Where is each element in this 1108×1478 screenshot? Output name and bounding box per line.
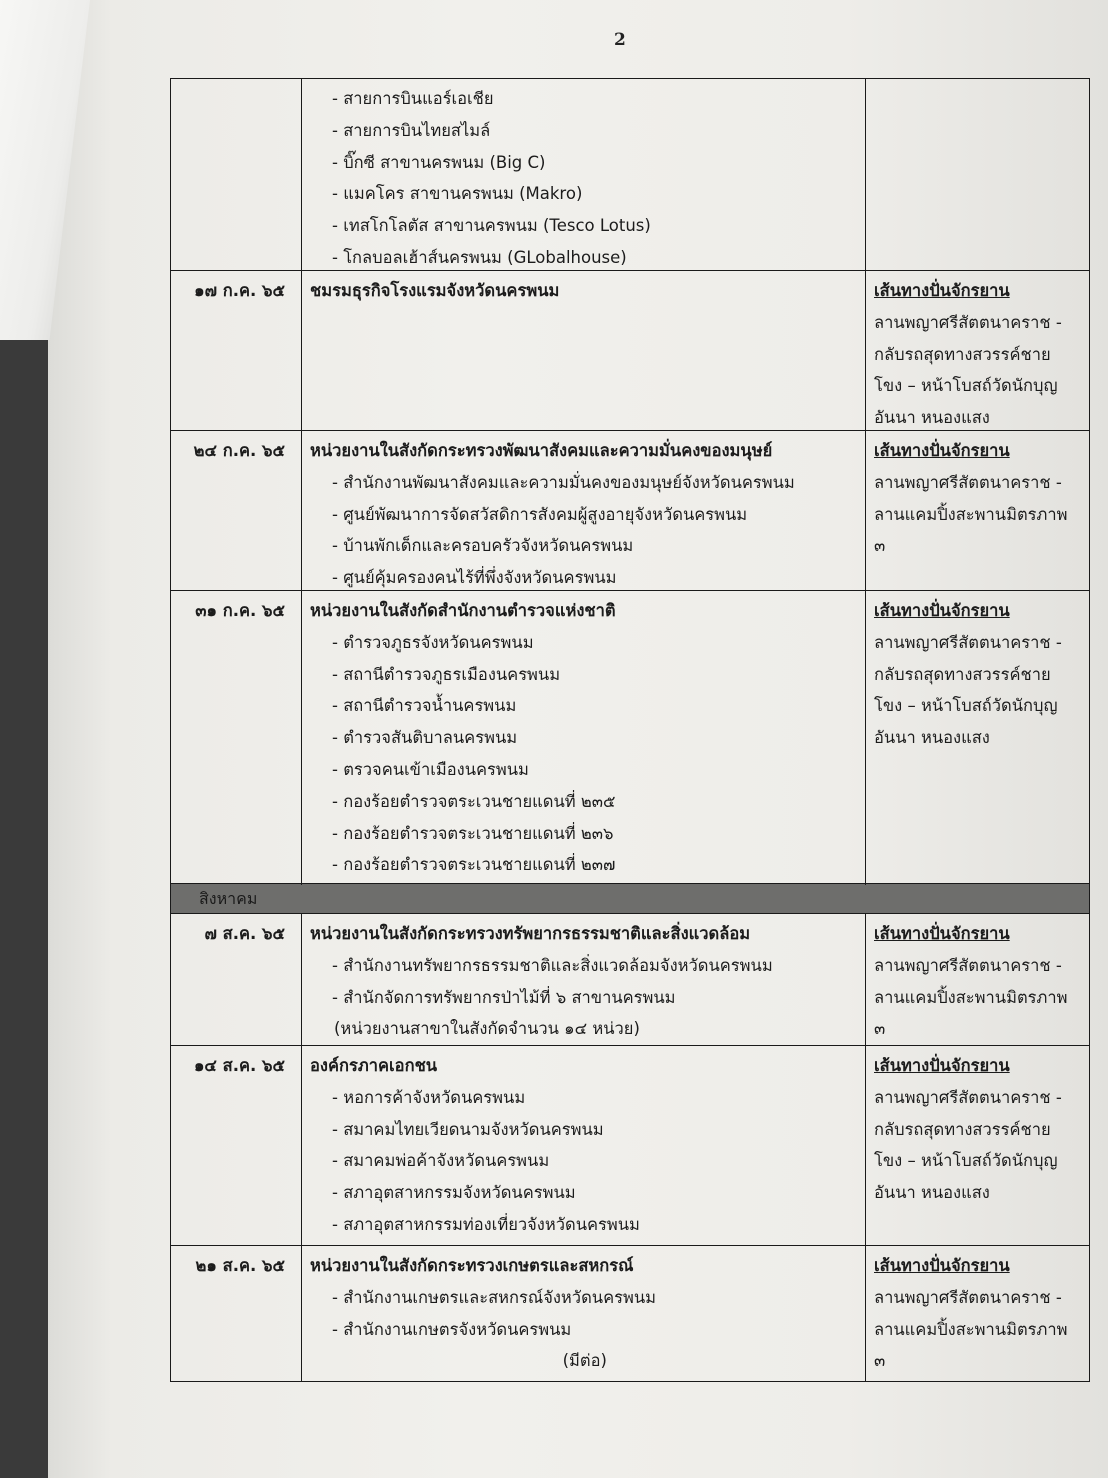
document-page	[48, 0, 1108, 1478]
route-line: ลานพญาศรีสัตตนาคราช -	[874, 955, 1062, 975]
date-cell: ๑๔ ส.ค. ๖๕	[193, 1056, 285, 1075]
organization-item: - สำนักจัดการทรัพยากรป่าไม้ที่ ๖ สาขานครพนม	[332, 987, 676, 1007]
table-row	[171, 1045, 1089, 1245]
organization-item: - บ้านพักเด็กและครอบครัวจังหวัดนครพนม	[332, 536, 634, 556]
route-title: เส้นทางปั่นจักรยาน	[874, 601, 1010, 620]
organization-item: - ตำรวจภูธรจังหวัดนครพนม	[332, 632, 534, 652]
organization-item: - ตำรวจสันติบาลนครพนม	[332, 728, 518, 748]
route-line: โขง – หน้าโบสถ์วัดนักบุญ	[874, 376, 1058, 396]
route-line: อันนา หนองแสง	[874, 1183, 990, 1203]
date-cell: ๒๑ ส.ค. ๖๕	[195, 1256, 285, 1275]
table-row	[171, 1245, 1089, 1381]
organization-heading: ชมรมธุรกิจโรงแรมจังหวัดนครพนม	[310, 281, 560, 300]
route-cell	[865, 431, 1089, 598]
organization-item: - ศูนย์พัฒนาการจัดสวัสดิการสังคมผู้สูงอายุจังหวัดนครพนม	[332, 504, 748, 524]
route-cell	[865, 1046, 1089, 1245]
route-line: ลานพญาศรีสัตตนาคราช -	[874, 472, 1062, 492]
organization-item: - หอการค้าจังหวัดนครพนม	[332, 1087, 526, 1107]
organization-cell	[301, 591, 865, 885]
organization-heading: หน่วยงานในสังกัดกระทรวงทรัพยากรธรรมชาติและสิ่งแวดล้อม	[310, 924, 751, 943]
organization-item: - โกลบอลเฮ้าส์นครพนม (GLobalhouse)	[332, 247, 627, 267]
organization-cell	[301, 79, 865, 278]
organization-cell	[301, 1246, 865, 1381]
organization-heading: หน่วยงานในสังกัดกระทรวงพัฒนาสังคมและความมั่นคงของมนุษย์	[310, 441, 773, 460]
route-title: เส้นทางปั่นจักรยาน	[874, 924, 1010, 943]
organization-item: - ตรวจคนเข้าเมืองนครพนม	[332, 759, 529, 779]
table-row	[171, 430, 1089, 590]
date-cell: ๗ ส.ค. ๖๕	[204, 924, 285, 943]
organization-heading: หน่วยงานในสังกัดสำนักงานตำรวจแห่งชาติ	[310, 601, 616, 620]
organization-cell	[301, 914, 865, 1049]
date-cell: ๒๔ ก.ค. ๖๕	[193, 441, 285, 460]
route-line: ลานแคมปิ้งสะพานมิตรภาพ ๓	[874, 987, 1068, 1039]
organization-item: - สมาคมพ่อค้าจังหวัดนครพนม	[332, 1151, 550, 1171]
table-row	[171, 913, 1089, 1045]
organization-item: - สำนักงานพัฒนาสังคมและความมั่นคงของมนุษย์จังหวัดนครพนม	[332, 472, 795, 492]
organization-item: - สำนักงานเกษตรจังหวัดนครพนม	[332, 1319, 572, 1339]
organization-item: - แมคโคร สาขานครพนม (Makro)	[332, 184, 583, 204]
route-title: เส้นทางปั่นจักรยาน	[874, 1056, 1010, 1075]
table-row	[171, 79, 1089, 270]
organization-item: - สภาอุตสาหกรรมท่องเที่ยวจังหวัดนครพนม	[332, 1214, 640, 1234]
organization-item: - สำนักงานเกษตรและสหกรณ์จังหวัดนครพนม	[332, 1287, 656, 1307]
organization-item: - เทสโกโลตัส สาขานครพนม (Tesco Lotus)	[332, 216, 651, 236]
organization-item: - กองร้อยตำรวจตระเวนชายแดนที่ ๒๓๖	[332, 823, 614, 843]
route-line: ลานแคมปิ้งสะพานมิตรภาพ ๓	[874, 504, 1068, 556]
organization-cell	[301, 271, 865, 438]
organization-note: (หน่วยงานสาขาในสังกัดจำนวน ๑๔ หน่วย)	[334, 1019, 640, 1039]
organization-item: - กองร้อยตำรวจตระเวนชายแดนที่ ๒๓๗	[332, 855, 616, 875]
route-line: อันนา หนองแสง	[874, 408, 990, 428]
route-line: กลับรถสุดทางสวรรค์ชาย	[874, 664, 1051, 684]
organization-item: - สายการบินแอร์เอเชีย	[332, 89, 494, 108]
route-cell	[865, 79, 1089, 278]
page-number: 2	[614, 30, 626, 50]
route-line: โขง – หน้าโบสถ์วัดนักบุญ	[874, 1151, 1058, 1171]
route-line: ลานพญาศรีสัตตนาคราช -	[874, 312, 1062, 332]
organization-cell	[301, 1046, 865, 1245]
date-cell: ๓๑ ก.ค. ๖๕	[195, 601, 285, 620]
organization-item: - สถานีตำรวจน้ำนครพนม	[332, 696, 517, 716]
organization-item: - สายการบินไทยสไมล์	[332, 120, 491, 140]
organization-item: - สถานีตำรวจภูธรเมืองนครพนม	[332, 664, 561, 684]
route-cell	[865, 914, 1089, 1049]
route-title: เส้นทางปั่นจักรยาน	[874, 281, 1010, 300]
route-line: ลานแคมปิ้งสะพานมิตรภาพ ๓	[874, 1319, 1068, 1371]
organization-heading: หน่วยงานในสังกัดกระทรวงเกษตรและสหกรณ์	[310, 1256, 634, 1275]
organization-item: - สภาอุตสาหกรรมจังหวัดนครพนม	[332, 1183, 576, 1203]
date-cell	[171, 79, 301, 278]
route-line: ลานพญาศรีสัตตนาคราช -	[874, 1087, 1062, 1107]
route-line: ลานพญาศรีสัตตนาคราช -	[874, 1287, 1062, 1307]
organization-item: - ศูนย์คุ้มครองคนไร้ที่พึ่งจังหวัดนครพนม	[332, 568, 617, 588]
table-row	[171, 590, 1089, 883]
route-line: ลานพญาศรีสัตตนาคราช -	[874, 632, 1062, 652]
date-cell: ๑๗ ก.ค. ๖๕	[194, 281, 285, 300]
month-header-row: สิงหาคม	[171, 883, 1089, 913]
continued-note: (มีต่อ)	[562, 1351, 607, 1371]
organization-item: - สมาคมไทยเวียดนามจังหวัดนครพนม	[332, 1119, 604, 1139]
organization-item: - กองร้อยตำรวจตระเวนชายแดนที่ ๒๓๕	[332, 791, 616, 811]
schedule-table	[170, 78, 1090, 1382]
organization-item: - สำนักงานทรัพยากรธรรมชาติและสิ่งแวดล้อมจังหวัดนครพนม	[332, 955, 773, 975]
route-line: กลับรถสุดทางสวรรค์ชาย	[874, 1119, 1051, 1139]
route-cell	[865, 1246, 1089, 1381]
route-line: กลับรถสุดทางสวรรค์ชาย	[874, 344, 1051, 364]
organization-heading: องค์กรภาคเอกชน	[310, 1056, 438, 1075]
organization-cell	[301, 431, 865, 598]
route-title: เส้นทางปั่นจักรยาน	[874, 441, 1010, 460]
route-cell	[865, 271, 1089, 438]
route-line: อันนา หนองแสง	[874, 728, 990, 748]
route-title: เส้นทางปั่นจักรยาน	[874, 1256, 1010, 1275]
route-line: โขง – หน้าโบสถ์วัดนักบุญ	[874, 696, 1058, 716]
route-cell	[865, 591, 1089, 885]
organization-item: - บิ๊กซี สาขานครพนม (Big C)	[332, 152, 546, 172]
table-row	[171, 270, 1089, 430]
